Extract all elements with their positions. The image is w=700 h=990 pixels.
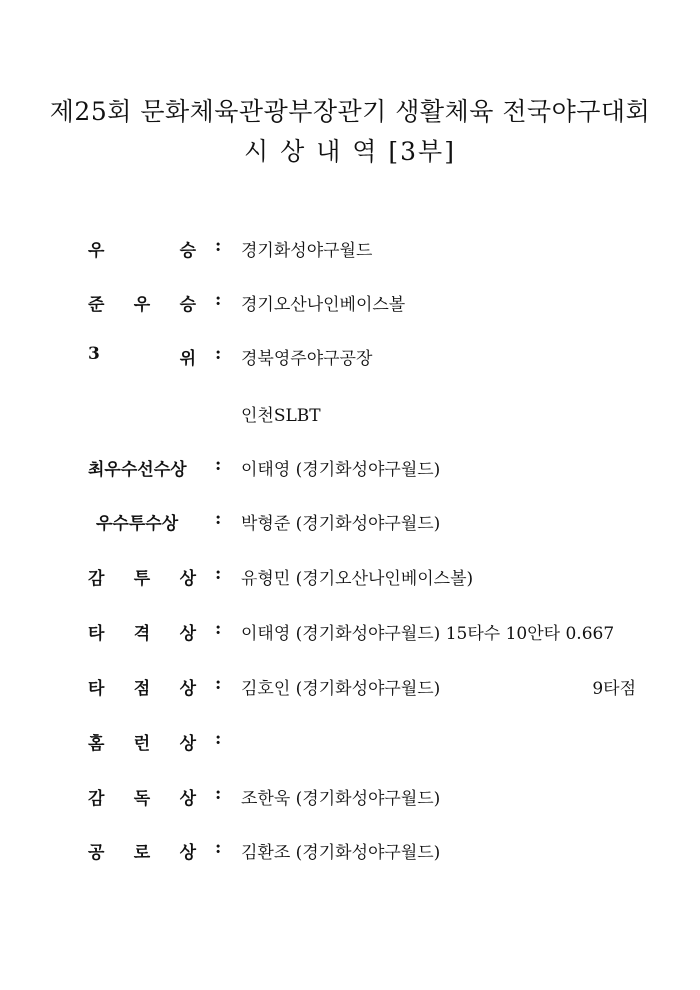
award-row-third-place (0, 344, 700, 374)
colon: : (215, 674, 222, 694)
award-value: 김환조 (경기화성야구월드) (241, 843, 441, 863)
award-label: 감 투 상 (88, 569, 196, 589)
award-label: 감 독 상 (88, 789, 196, 809)
award-label: 타 점 상 (88, 679, 196, 699)
colon: : (215, 838, 222, 858)
colon: : (215, 455, 222, 475)
award-value: 이태영 (경기화성야구월드) (241, 460, 441, 480)
award-row-mvp (0, 455, 700, 485)
award-label: 최우수선수상 (88, 460, 187, 480)
award-row-batting (0, 619, 700, 649)
award-label: 우수투수상 (96, 514, 179, 534)
colon: : (215, 564, 222, 584)
award-value: 경북영주야구공장 (241, 349, 373, 369)
award-value: 김호인 (경기화성야구월드) (241, 679, 441, 699)
award-value: 경기오산나인베이스볼 (241, 295, 406, 315)
colon: : (215, 290, 222, 310)
page-subtitle: 시 상 내 역 [3부] (244, 137, 456, 166)
award-row-best-pitcher (0, 509, 700, 539)
award-row-champion (0, 236, 700, 266)
colon: : (215, 344, 222, 364)
award-label: 공 로 상 (88, 843, 196, 863)
award-label: 3 위 (88, 344, 196, 369)
award-label: 홈 런 상 (88, 734, 196, 754)
colon: : (215, 509, 222, 529)
award-row-home-run (0, 729, 700, 759)
award-row-manager (0, 784, 700, 814)
award-value: 인천SLBT (241, 406, 321, 426)
award-label: 우 승 (88, 241, 196, 261)
award-row-merit (0, 838, 700, 868)
award-value: 유형민 (경기오산나인베이스볼) (241, 569, 474, 589)
colon: : (215, 729, 222, 749)
award-extra: 9타점 (592, 679, 636, 699)
award-row-rbi (0, 674, 700, 704)
award-value: 박형준 (경기화성야구월드) (241, 514, 441, 534)
award-row-fighting-spirit (0, 564, 700, 594)
award-value: 이태영 (경기화성야구월드) 15타수 10안타 0.667 (241, 624, 615, 644)
award-value: 조한욱 (경기화성야구월드) (241, 789, 441, 809)
colon: : (215, 784, 222, 804)
award-label: 타 격 상 (88, 624, 196, 644)
colon: : (215, 619, 222, 639)
award-row-runner-up (0, 290, 700, 320)
award-label: 준 우 승 (88, 295, 196, 315)
award-value: 경기화성야구월드 (241, 241, 373, 261)
colon: : (215, 236, 222, 256)
page-title: 제25회 문화체육관광부장관기 생활체육 전국야구대회 (49, 97, 651, 126)
award-row-third-place-2 (0, 401, 700, 431)
